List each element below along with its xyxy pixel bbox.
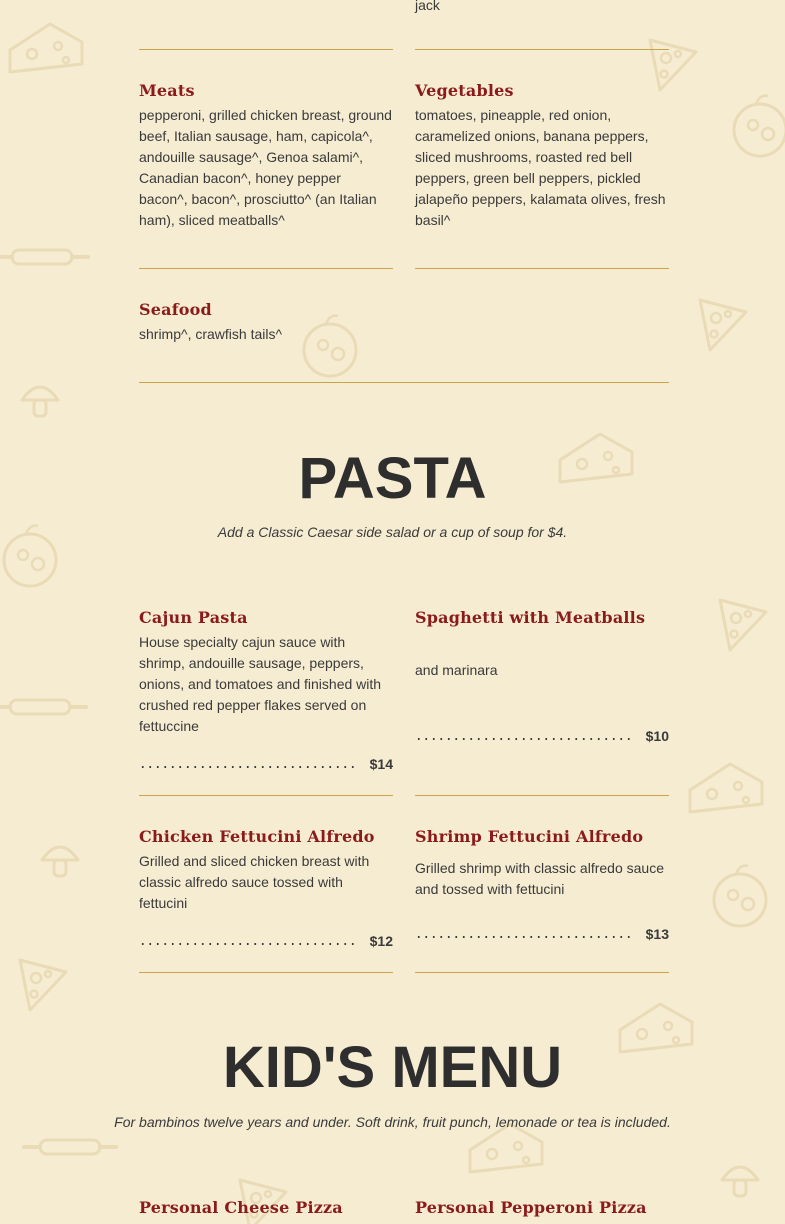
section-title-kids: KID'S MENU	[222, 1035, 563, 1100]
divider	[415, 795, 669, 796]
menu-item	[139, 608, 393, 737]
seafood-category	[139, 300, 393, 345]
price-row	[139, 933, 393, 949]
item-description: Grilled and sliced chicken breast with classic alfredo sauce tossed with fettucini	[139, 853, 370, 911]
item-name: Chicken Fettucini Alfredo	[139, 827, 375, 846]
divider	[415, 972, 669, 973]
item-name: Cajun Pasta	[139, 608, 248, 627]
item-name: Spaghetti with Meatballs	[415, 608, 646, 627]
divider	[139, 268, 393, 269]
item-price: $14	[369, 756, 393, 772]
category-title: Meats	[139, 81, 195, 100]
item-price: $12	[369, 933, 393, 949]
dot-leader	[139, 766, 359, 768]
divider	[139, 972, 393, 973]
price-row	[139, 756, 393, 772]
section-subtitle-kids: For bambinos twelve years and under. Soft drink, fruit punch, lemonade or tea is included.	[114, 1114, 671, 1130]
dot-leader	[415, 936, 635, 938]
menu-item	[139, 1198, 393, 1217]
category-description: pepperoni, grilled chicken breast, ground beef, Italian sausage, ham, capicola^, andouille sausage^, Genoa salami^, Canadian bacon^, honey pepper bacon^, bacon^, prosciutto^ (an Italian ham), sliced meatballs^	[139, 107, 392, 228]
dot-leader	[415, 738, 635, 740]
item-name: Personal Cheese Pizza	[139, 1198, 343, 1217]
price-row	[415, 728, 669, 744]
section-title-pasta: PASTA	[298, 446, 487, 511]
category-title: Seafood	[139, 300, 212, 319]
menu-item	[415, 608, 669, 681]
menu-item	[415, 827, 669, 900]
section-subtitle-pasta: Add a Classic Caesar side salad or a cup of soup for $4.	[217, 524, 568, 540]
item-price: $10	[645, 728, 669, 744]
menu-item	[139, 827, 393, 914]
category-description: tomatoes, pineapple, red onion, caramelized onions, banana peppers, sliced mushrooms, roasted red bell peppers, green bell peppers, pickled jalapeño peppers, kalamata olives, fresh basil^	[415, 107, 666, 228]
item-description: Grilled shrimp with classic alfredo sauce and tossed with fettucini	[415, 860, 664, 897]
divider	[415, 49, 669, 50]
category-description: shrimp^, crawfish tails^	[139, 326, 283, 342]
divider	[139, 382, 669, 383]
meats-category	[139, 81, 393, 231]
category-title: Vegetables	[415, 81, 514, 100]
menu-item	[415, 1198, 669, 1217]
divider	[139, 795, 393, 796]
divider	[139, 49, 393, 50]
topping-fragment: jack	[415, 0, 440, 13]
item-description: House specialty cajun sauce with shrimp, andouille sausage, peppers, onions, and tomatoes and finished with crushed red pepper flakes served on fettuccine	[139, 634, 382, 734]
item-name: Shrimp Fettucini Alfredo	[415, 827, 644, 846]
item-price: $13	[645, 926, 669, 942]
vegetables-category	[415, 81, 669, 231]
item-description: and marinara	[415, 662, 498, 678]
item-name: Personal Pepperoni Pizza	[415, 1198, 647, 1217]
dot-leader	[139, 943, 359, 945]
price-row	[415, 926, 669, 942]
divider	[415, 268, 669, 269]
